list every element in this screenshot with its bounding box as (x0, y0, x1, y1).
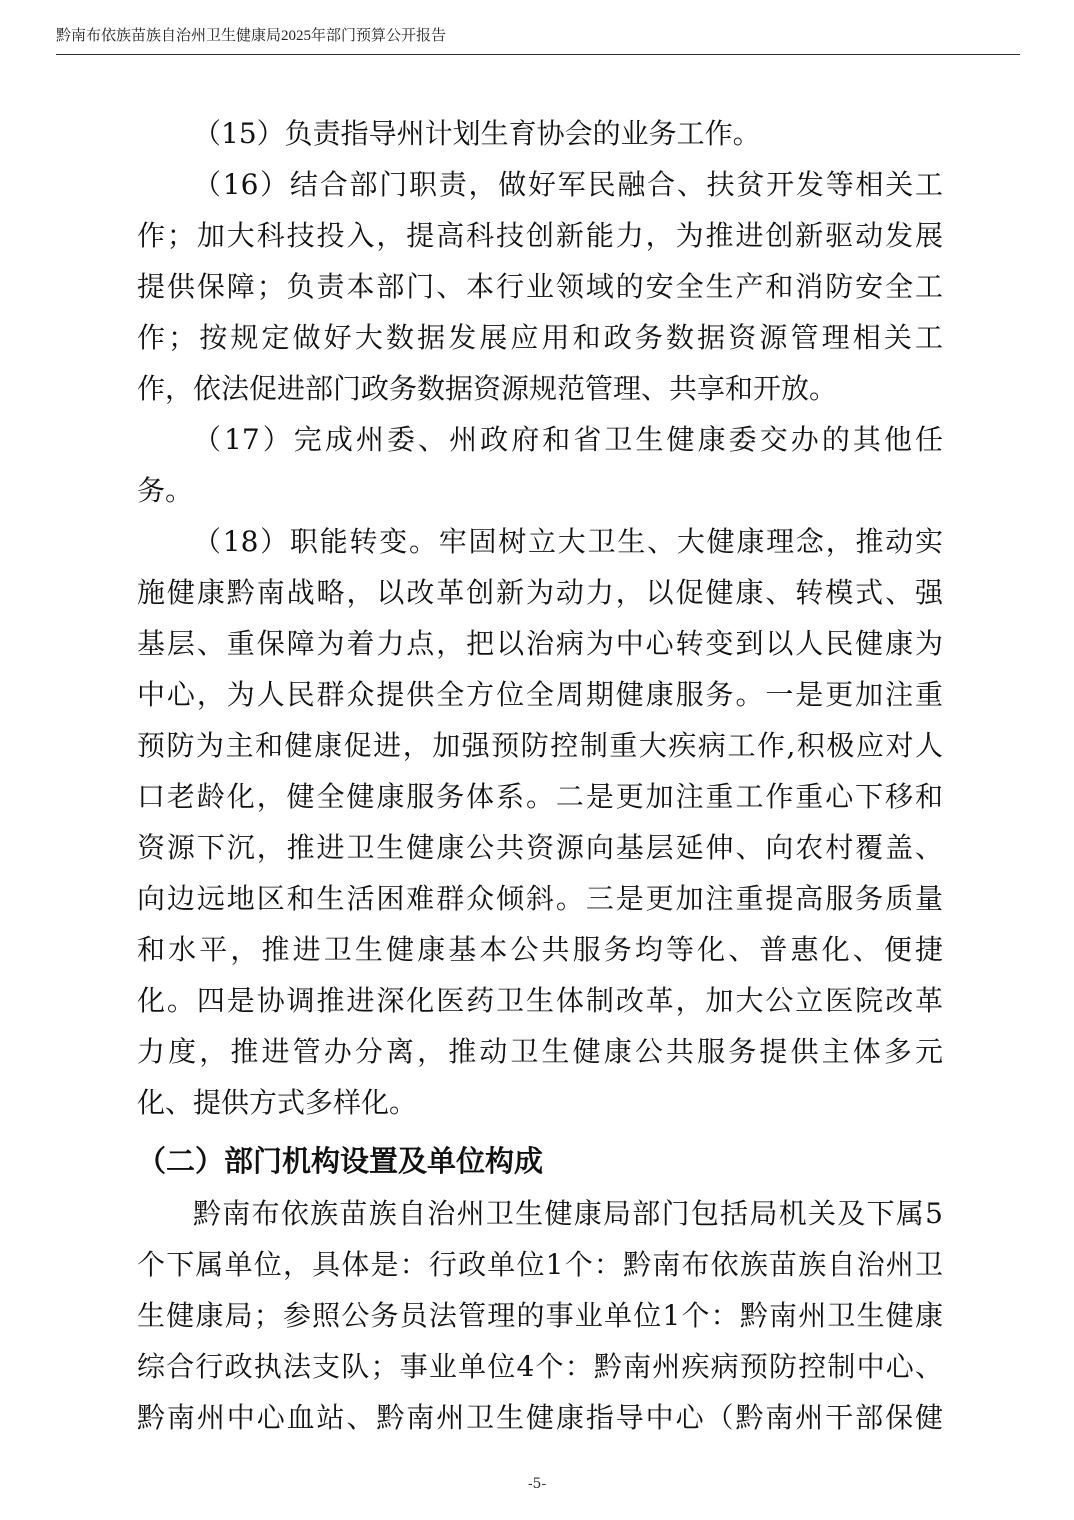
paragraph-line: 力度，推进管办分离，推动卫生健康公共服务提供主体多元 (137, 1035, 943, 1068)
paragraph-line: 资源下沉，推进卫生健康公共资源向基层延伸、向农村覆盖、 (137, 831, 943, 864)
paragraph-line: 个下属单位，具体是：行政单位1个：黔南布依族苗族自治州卫 (137, 1248, 943, 1281)
paragraph-line: 口老龄化，健全健康服务体系。二是更加注重工作重心下移和 (137, 780, 943, 813)
paragraph-line: （17）完成州委、州政府和省卫生健康委交办的其他任 (193, 423, 943, 456)
paragraph-line: （18）职能转变。牢固树立大卫生、大健康理念，推动实 (193, 525, 943, 558)
paragraph-line: 黔南布依族苗族自治州卫生健康局部门包括局机关及下属5 (193, 1197, 943, 1230)
page-number: -5- (527, 1476, 547, 1492)
paragraph-line: 化、提供方式多样化。 (137, 1086, 418, 1119)
paragraph-line: 作；按规定做好大数据发展应用和政务数据资源管理相关工 (137, 321, 943, 354)
header-divider (56, 54, 1020, 55)
paragraph-line: 和水平，推进卫生健康基本公共服务均等化、普惠化、便捷 (137, 933, 943, 966)
paragraph-line: 黔南州中心血站、黔南州卫生健康指导中心（黔南州干部保健 (137, 1401, 943, 1434)
paragraph-line: （15）负责指导州计划生育协会的业务工作。 (193, 117, 761, 150)
paragraph-line: 化。四是协调推进深化医药卫生体制改革，加大公立医院改革 (137, 984, 943, 1017)
paragraph-line: 基层、重保障为着力点，把以治病为中心转变到以人民健康为 (137, 627, 943, 660)
paragraph-line: 中心，为人民群众提供全方位全周期健康服务。一是更加注重 (137, 678, 943, 711)
paragraph-line: 生健康局；参照公务员法管理的事业单位1个：黔南州卫生健康 (137, 1299, 943, 1332)
paragraph-line: 综合行政执法支队；事业单位4个：黔南州疾病预防控制中心、 (137, 1350, 943, 1383)
paragraph-line: 向边远地区和生活困难群众倾斜。三是更加注重提高服务质量 (137, 882, 943, 915)
paragraph-line: 施健康黔南战略，以改革创新为动力，以促健康、转模式、强 (137, 576, 943, 609)
page-header-title: 黔南布依族苗族自治州卫生健康局2025年部门预算公开报告 (56, 28, 447, 44)
paragraph-line: 务。 (137, 474, 194, 507)
paragraph-line: （16）结合部门职责，做好军民融合、扶贫开发等相关工 (193, 168, 943, 201)
section-heading: （二）部门机构设置及单位构成 (137, 1144, 544, 1178)
paragraph-line: 预防为主和健康促进，加强预防控制重大疾病工作,积极应对人 (137, 729, 943, 762)
paragraph-line: 提供保障；负责本部门、本行业领域的安全生产和消防安全工 (137, 270, 943, 303)
paragraph-line: 作；加大科技投入，提高科技创新能力，为推进创新驱动发展 (137, 219, 943, 252)
paragraph-line: 作，依法促进部门政务数据资源规范管理、共享和开放。 (137, 372, 838, 405)
